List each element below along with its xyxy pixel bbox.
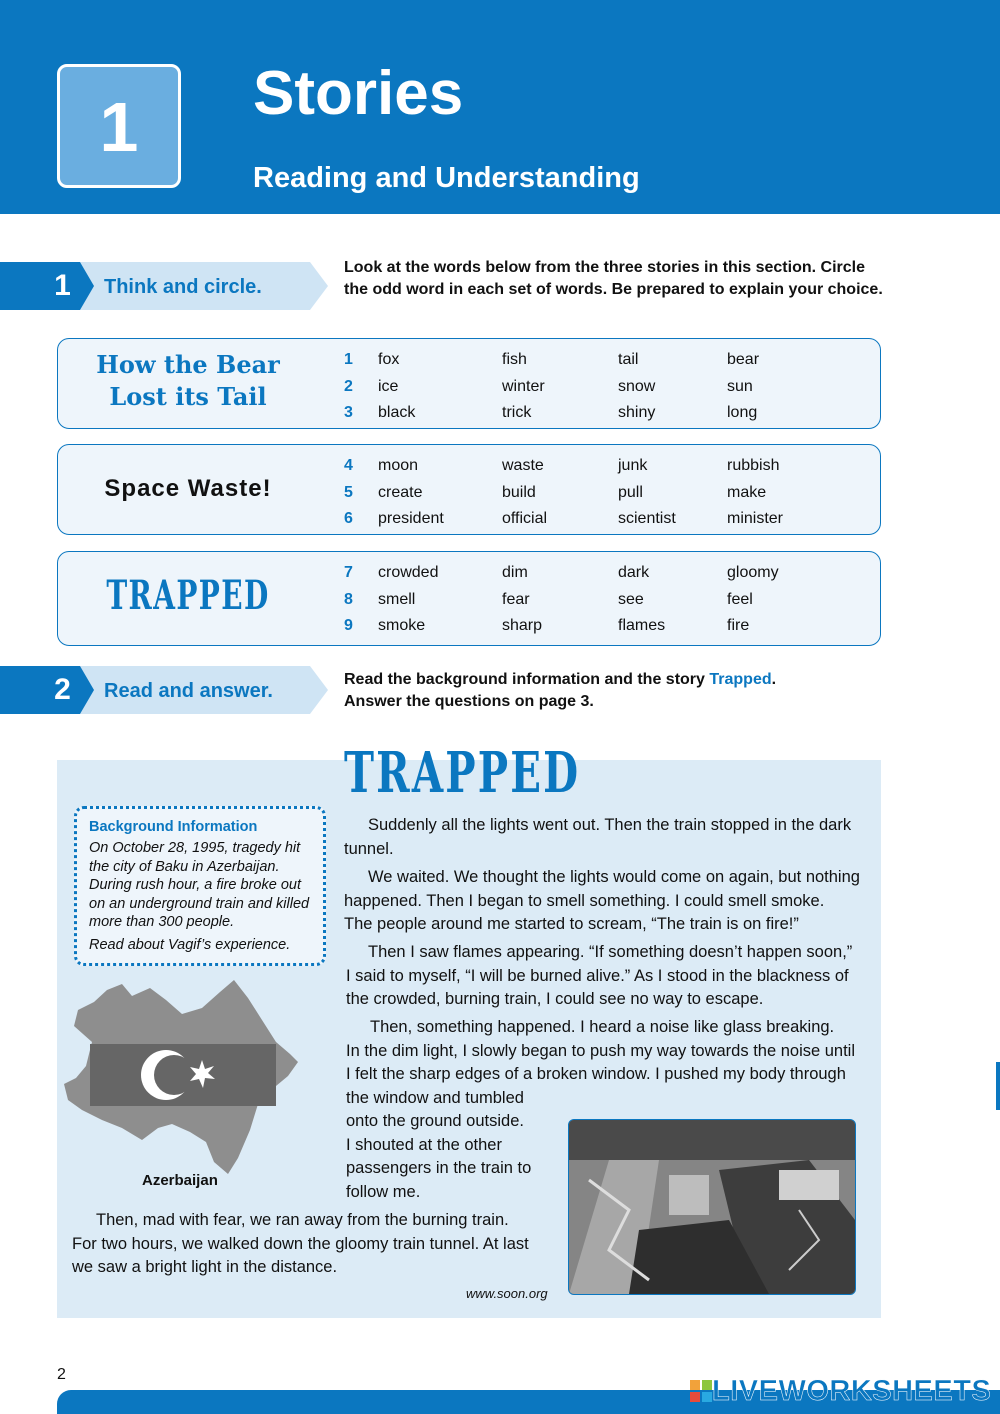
story-line: we saw a bright light in the distance. [72, 1258, 338, 1276]
row-number: 1 [344, 351, 353, 368]
story-title-trapped: TRAPPED [106, 572, 270, 619]
word-option[interactable]: minister [727, 510, 784, 527]
row-number: 5 [344, 483, 353, 501]
word-option[interactable]: waste [502, 457, 544, 474]
story-line: the window and tumbled [346, 1088, 524, 1107]
word-option[interactable]: moon [378, 457, 419, 474]
logo-blocks-icon [690, 1380, 712, 1402]
page-title: Stories [253, 59, 464, 128]
section-1-instructions: Look at the words below from the three stories in this section. Circle the odd word in each set of words. Be prepared to explain your choice. [344, 259, 883, 298]
word-option[interactable]: bear [727, 351, 760, 368]
word-group-bear [57, 338, 881, 429]
liveworksheets-logo [690, 1374, 991, 1408]
story-paragraph [72, 1209, 562, 1280]
story-line: Suddenly all the lights went out. Then the train stopped in the dark [368, 816, 852, 834]
source-credit: www.soon.org [466, 1286, 548, 1301]
word-group-space [57, 444, 881, 535]
word-option[interactable]: trick [502, 404, 532, 421]
word-option[interactable]: fish [502, 351, 527, 368]
azerbaijan-map [62, 980, 302, 1175]
word-option[interactable]: sun [727, 377, 753, 395]
word-option[interactable]: president [378, 510, 444, 527]
word-option[interactable]: crowded [378, 564, 439, 581]
instruction-text: . [771, 671, 777, 688]
background-info-box [74, 806, 326, 966]
section-1-label: Think and circle. [80, 262, 310, 310]
map-label: Azerbaijan [142, 1172, 218, 1189]
story-line: the crowded, burning train, I could see no way to escape. [346, 990, 764, 1008]
story-paragraph [346, 941, 886, 1012]
story-line: For two hours, we walked down the gloomy train tunnel. At last [72, 1234, 529, 1253]
row-number: 9 [344, 617, 353, 634]
photo-graphic [569, 1120, 855, 1294]
side-marker [996, 1062, 1000, 1110]
story-title-space: Space Waste! [104, 475, 272, 502]
word-option[interactable]: see [618, 590, 644, 608]
word-option[interactable]: fear [502, 590, 530, 608]
background-text: On October 28, 1995, tragedy hit the city of Baku in Azerbaijan. During rush hour, a fire broke out on an underground train and killed more than 300 people. [89, 840, 310, 930]
word-option[interactable]: rubbish [727, 457, 780, 474]
word-option[interactable]: shiny [618, 404, 656, 421]
row-number: 2 [344, 377, 353, 395]
background-heading: Background Information [89, 819, 258, 835]
story-line: passengers in the train to [346, 1159, 532, 1177]
story-line: Then, something happened. I heard a noise like glass breaking. [370, 1018, 835, 1036]
section-2-tab [0, 666, 330, 714]
word-group-trapped [57, 551, 881, 646]
word-option[interactable]: tail [618, 351, 639, 368]
word-option[interactable]: flames [618, 617, 666, 634]
section-2-number: 2 [0, 666, 80, 714]
story-line: happened. Then I began to smell something. I could smell smoke. [344, 891, 825, 910]
word-option[interactable]: junk [618, 457, 648, 474]
word-option[interactable]: pull [618, 483, 643, 501]
word-option[interactable]: sharp [502, 617, 543, 634]
story-line: The people around me started to scream, “The train is on fire!” [344, 915, 799, 933]
story-paragraph [344, 866, 884, 937]
story-title-bear [58, 349, 318, 413]
instruction-text: Answer the questions on page 3. [344, 693, 594, 710]
page-subtitle: Reading and Understanding [253, 162, 640, 194]
train-fire-photo [568, 1119, 856, 1295]
word-option[interactable]: scientist [618, 510, 676, 527]
word-option[interactable]: fox [378, 351, 400, 368]
unit-number-badge: 1 [57, 64, 181, 188]
brand-text: LIVEWORKSHEETS [712, 1374, 992, 1407]
section-1-tab [0, 262, 330, 310]
page-number: 2 [57, 1366, 66, 1383]
story-line: Then, mad with fear, we ran away from the burning train. [96, 1211, 509, 1229]
story-title: TRAPPED [344, 740, 581, 806]
story-title-line: How the Bear [96, 350, 280, 379]
section-2-label: Read and answer. [80, 666, 310, 714]
row-number: 6 [344, 510, 353, 527]
word-option[interactable]: smoke [378, 617, 426, 634]
word-option[interactable]: official [502, 510, 548, 527]
word-option[interactable]: feel [727, 590, 753, 608]
row-number: 7 [344, 564, 353, 581]
section-2-instructions [344, 669, 884, 713]
word-option[interactable]: dim [502, 564, 528, 581]
word-option[interactable]: long [727, 404, 758, 421]
story-line: In the dim light, I slowly began to push my way towards the noise until [346, 1041, 856, 1060]
story-paragraph [344, 814, 884, 861]
word-option[interactable]: gloomy [727, 564, 779, 581]
background-prompt: Read about Vagif’s experience. [89, 936, 291, 953]
word-option[interactable]: build [502, 483, 536, 501]
word-option[interactable]: ice [378, 377, 399, 395]
word-option[interactable]: create [378, 483, 423, 501]
section-1-number: 1 [0, 262, 80, 310]
word-option[interactable]: snow [618, 377, 656, 395]
story-title-line: Lost its Tail [109, 382, 267, 411]
story-line: tunnel. [344, 839, 394, 858]
word-option[interactable]: winter [502, 377, 545, 395]
row-number: 8 [344, 590, 353, 608]
story-line: Then I saw flames appearing. “If something doesn’t happen soon,” [368, 943, 853, 961]
story-line: We waited. We thought the lights would come on again, but nothing [368, 868, 860, 886]
crescent-inner [154, 1055, 194, 1095]
word-option[interactable]: fire [727, 617, 750, 634]
word-option[interactable]: black [378, 404, 416, 421]
story-line: onto the ground outside. [346, 1112, 524, 1130]
story-line: I shouted at the other [346, 1135, 502, 1154]
story-link: Trapped [709, 671, 772, 688]
row-number: 3 [344, 404, 353, 421]
word-option[interactable]: dark [618, 564, 650, 581]
row-number: 4 [344, 457, 353, 474]
story-line: I said to myself, “I will be burned alive.” As I stood in the blackness of [346, 966, 849, 985]
instruction-text: Read the background information and the story [344, 671, 710, 688]
story-line: follow me. [346, 1182, 421, 1201]
word-option[interactable]: make [727, 483, 767, 501]
word-option[interactable]: smell [378, 590, 416, 608]
story-line: I felt the sharp edges of a broken window. I pushed my body through [346, 1065, 846, 1083]
